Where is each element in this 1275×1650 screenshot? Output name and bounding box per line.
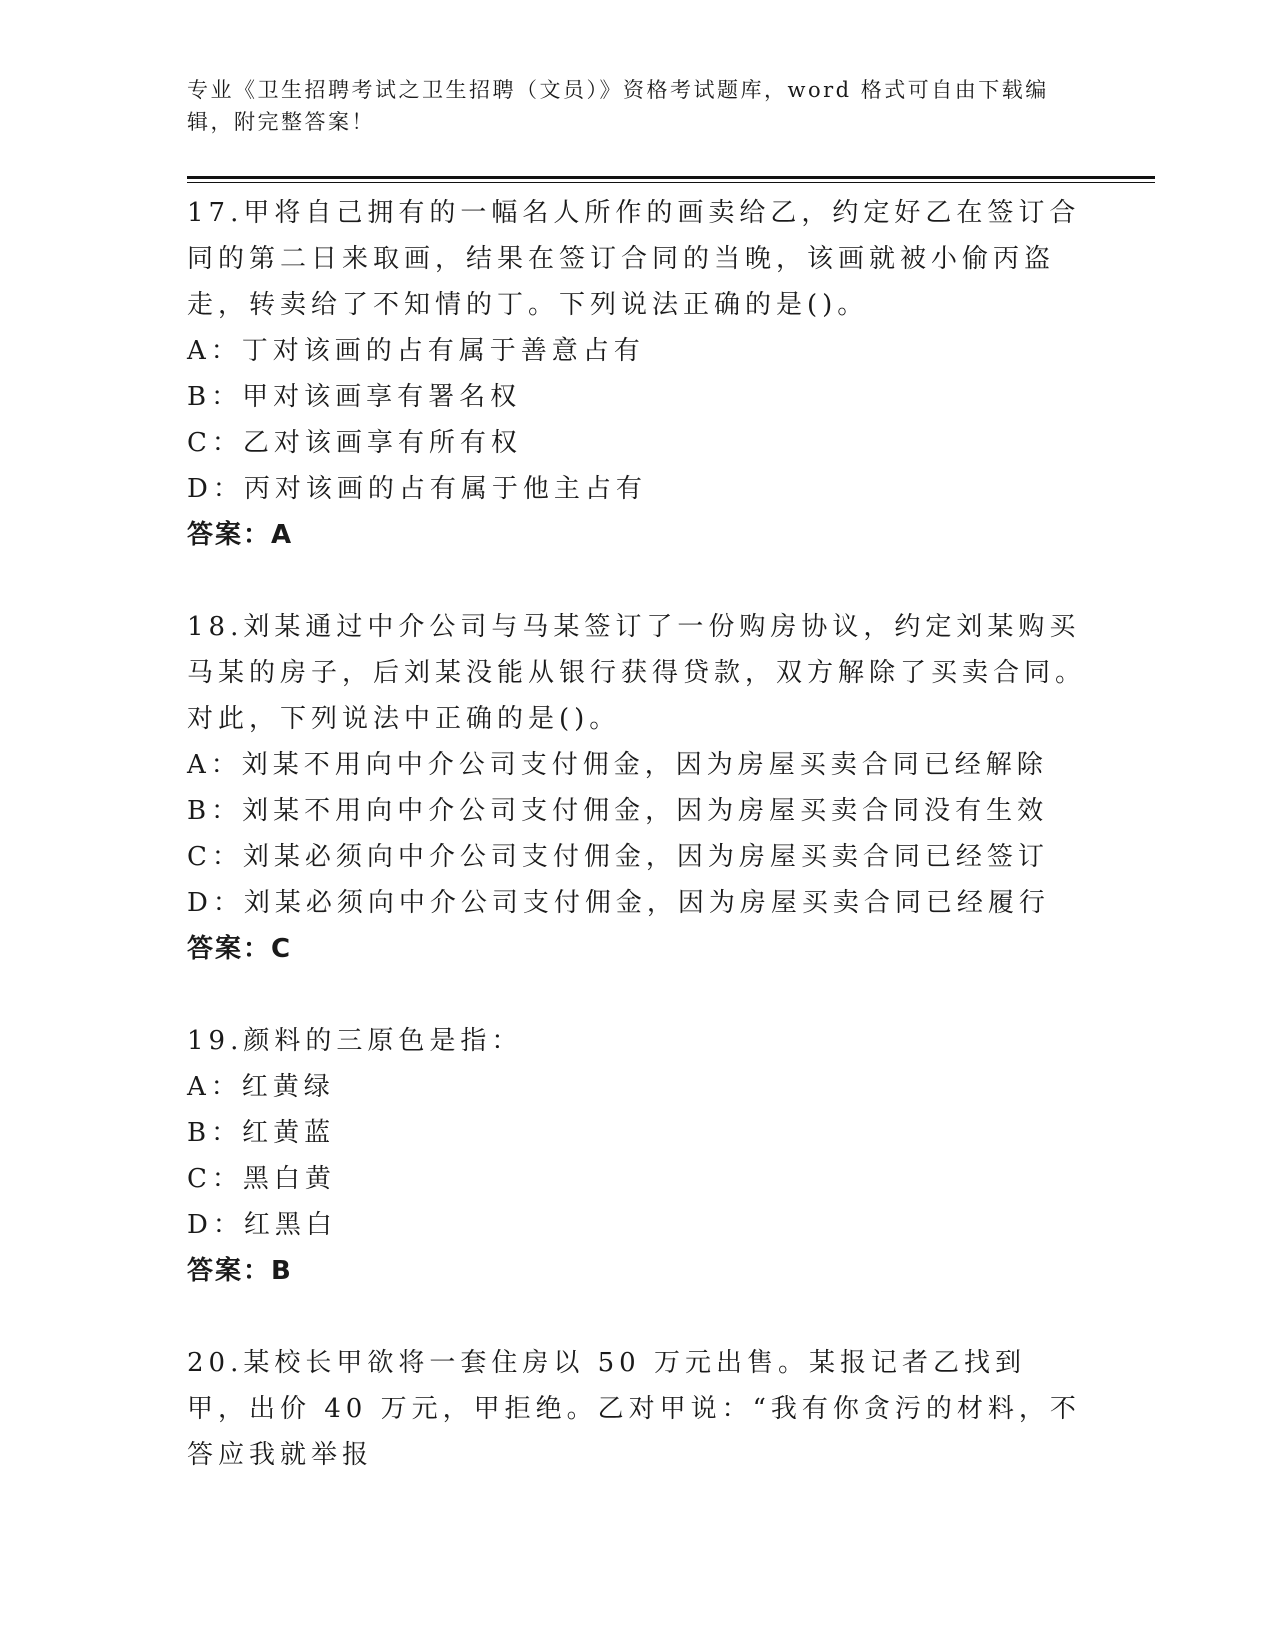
question-19 [187,1018,1087,1294]
question-list [187,190,1087,1478]
question-stem: 19.颜料的三原色是指： [187,1026,523,1056]
question-20 [187,1340,1087,1478]
option-c: C：刘某必须向中介公司支付佣金，因为房屋买卖合同已经签订 [187,842,1049,872]
option-b: B：红黄蓝 [187,1118,336,1148]
answer-line: 答案：B [187,1256,293,1286]
header-divider-thick [187,176,1155,179]
option-a: A：刘某不用向中介公司支付佣金，因为房屋买卖合同已经解除 [187,750,1048,780]
option-d: D：红黑白 [187,1210,337,1240]
header-divider-thin [187,182,1155,183]
option-a: A：丁对该画的占有属于善意占有 [187,336,645,366]
answer-line: 答案：C [187,934,293,964]
question-17 [187,190,1087,558]
question-18 [187,604,1087,972]
question-spacer [187,972,1087,1018]
question-stem: 18.刘某通过中介公司与马某签订了一份购房协议，约定刘某购买马某的房子，后刘某没能从银行获得贷款，双方解除了买卖合同。对此，下列说法中正确的是()。 [187,612,1087,734]
option-c: C：黑白黄 [187,1164,336,1194]
header-text: 专业《卫生招聘考试之卫生招聘（文员）》资格考试题库，word 格式可自由下载编辑，附完整答案！ [187,78,1049,134]
question-stem: 20.某校长甲欲将一套住房以 50 万元出售。某报记者乙找到甲，出价 40 万元，甲拒绝。乙对甲说：“我有你贪污的材料，不答应我就举报 [187,1348,1081,1470]
option-b: B：刘某不用向中介公司支付佣金，因为房屋买卖合同没有生效 [187,796,1049,826]
option-d: D：丙对该画的占有属于他主占有 [187,474,647,504]
question-stem: 17.甲将自己拥有的一幅名人所作的画卖给乙，约定好乙在签订合同的第二日来取画，结果在签订合同的当晚，该画就被小偷丙盗走，转卖给了不知情的丁。下列说法正确的是()。 [187,198,1081,320]
option-c: C：乙对该画享有所有权 [187,428,522,458]
option-d: D：刘某必须向中介公司支付佣金，因为房屋买卖合同已经履行 [187,888,1050,918]
question-spacer [187,1294,1087,1340]
option-a: A：红黄绿 [187,1072,335,1102]
option-b: B：甲对该画享有署名权 [187,382,522,412]
page-header [187,74,1077,138]
answer-line: 答案：A [187,520,294,550]
question-spacer [187,558,1087,604]
